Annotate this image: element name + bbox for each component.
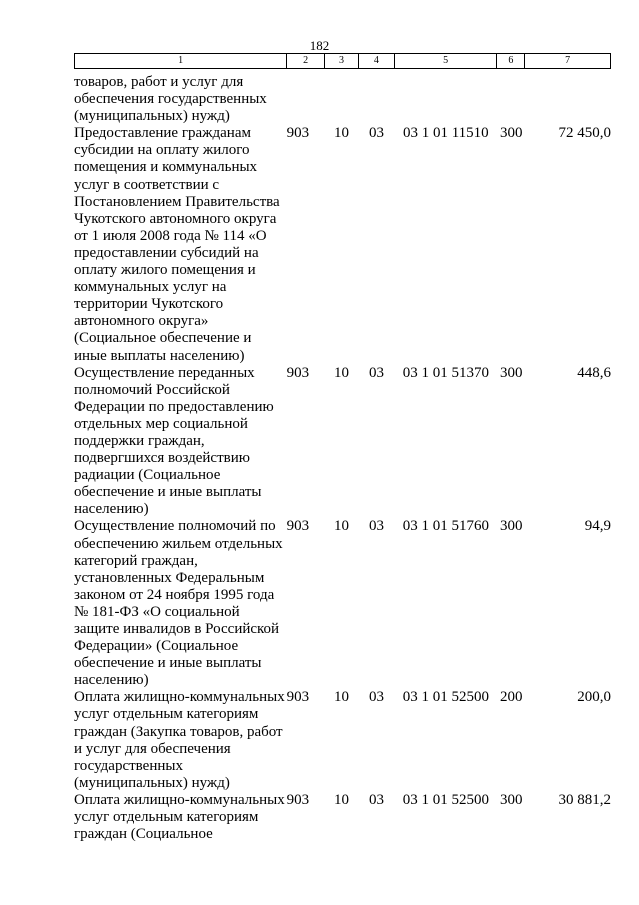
row-col-2: 903	[286, 364, 310, 381]
row-col-3: 10	[334, 364, 349, 381]
row-amount: 448,6	[577, 364, 612, 381]
row-col-4	[358, 74, 394, 125]
row-col-6: 300	[499, 791, 523, 808]
header-col-3: 3	[325, 54, 359, 68]
table-row	[74, 365, 611, 519]
row-col-4: 03	[368, 364, 384, 381]
row-amount	[525, 74, 611, 125]
row-name: Оплата жилищно-коммунальных услуг отдельным категориям граждан (Закупка товаров, работ и услуг для обеспечения государственных (муниципальных) нужд)	[74, 689, 285, 791]
row-name: Осуществление полномочий по обеспечению жильем отдельных категорий граждан, установленных Федеральным законом от 24 ноября 1995 года № 181-ФЗ «О социальной защите инвалидов в Российской Федерации» (Социальное обеспечение и иные выплаты населению)	[74, 518, 283, 689]
table-header	[74, 53, 611, 69]
row-col-5	[394, 74, 497, 125]
row-name: Осуществление переданных полномочий Российской Федерации по предоставлению отдельных мер социальной поддержки граждан, подвергшихся воздействию радиации (Социальное обеспечение и иные выплаты населению)	[74, 364, 274, 518]
row-col-4: 03	[368, 518, 384, 535]
row-col-2: 903	[286, 791, 310, 808]
row-col-3: 10	[334, 689, 349, 706]
row-col-3: 10	[334, 518, 349, 535]
header-col-4: 4	[359, 54, 395, 68]
header-col-5: 5	[395, 54, 498, 68]
table-row	[74, 74, 611, 125]
row-col-2: 903	[286, 125, 310, 142]
row-col-4: 03	[368, 125, 384, 142]
row-col-4: 03	[368, 689, 384, 706]
table-row	[74, 689, 611, 792]
row-col-4: 03	[368, 791, 384, 808]
row-amount: 72 450,0	[558, 125, 612, 142]
row-amount: 200,0	[577, 689, 612, 706]
row-name: Оплата жилищно-коммунальных услуг отдельным категориям граждан (Социальное	[74, 791, 285, 843]
header-col-6: 6	[497, 54, 525, 68]
row-col-6: 200	[499, 689, 523, 706]
row-col-2: 903	[286, 518, 310, 535]
header-col-1: 1	[75, 54, 287, 68]
row-col-3: 10	[334, 791, 349, 808]
row-name: товаров, работ и услуг для обеспечения государственных (муниципальных) нужд)	[74, 74, 267, 125]
header-col-7: 7	[565, 55, 571, 66]
row-col-6	[497, 74, 525, 125]
row-col-5: 03 1 01 52500	[402, 791, 489, 808]
header-col-2: 2	[287, 54, 325, 68]
row-col-6: 300	[499, 125, 523, 142]
row-col-6: 300	[499, 364, 523, 381]
row-col-3: 10	[334, 125, 349, 142]
table-body	[74, 74, 611, 843]
row-col-5: 03 1 01 51760	[402, 518, 489, 535]
row-col-2	[286, 74, 325, 125]
row-col-2: 903	[286, 689, 310, 706]
row-col-5: 03 1 01 52500	[402, 689, 489, 706]
row-amount: 94,9	[584, 518, 612, 535]
table-row	[74, 792, 611, 843]
table-row	[74, 125, 611, 364]
page-number: 182	[309, 38, 330, 53]
row-col-6: 300	[499, 518, 523, 535]
row-name: Предоставление гражданам субсидии на оплату жилого помещения и коммунальных услуг в соответствии с Постановлением Правительства Чукотского автономного округа от 1 июля 2008 года № 114 «О предоставлении субсидий на оплату жилого помещения и коммунальных услуг на территории Чукотского автономного округа» (Социальное обеспечение и иные выплаты населению)	[74, 125, 280, 364]
row-col-5: 03 1 01 51370	[402, 364, 489, 381]
row-col-3	[325, 74, 359, 125]
row-col-5: 03 1 01 11510	[402, 125, 489, 142]
row-amount: 30 881,2	[558, 791, 612, 808]
table-row	[74, 518, 611, 689]
